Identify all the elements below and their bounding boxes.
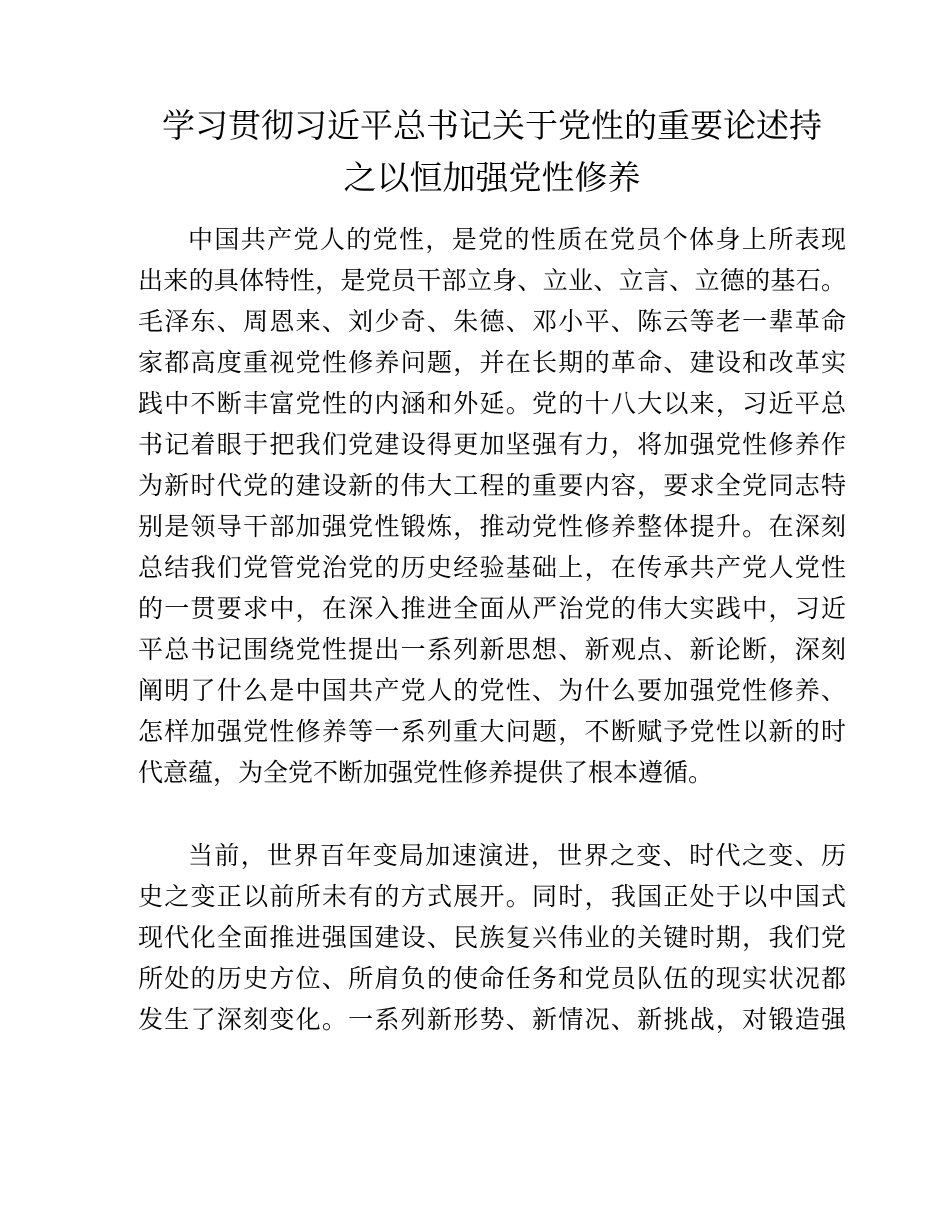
paragraph xyxy=(138,836,846,1041)
text-line: 怎样加强党性修养等一系列重大问题，不断赋予党性以新的时 xyxy=(138,718,846,746)
document-body xyxy=(138,220,846,1041)
text-line: 发生了深刻变化。一系列新形势、新情况、新挑战，对锻造强 xyxy=(138,1006,846,1034)
text-line: 现代化全面推进强国建设、民族复兴伟业的关键时期，我们党 xyxy=(138,924,846,952)
text-line: 的一贯要求中，在深入推进全面从严治党的伟大实践中，习近 xyxy=(138,595,846,623)
title-line: 之以恒加强党性修养 xyxy=(343,159,641,196)
text-line: 平总书记围绕党性提出一系列新思想、新观点、新论断，深刻 xyxy=(138,636,846,664)
text-line: 代意蕴，为全党不断加强党性修养提供了根本遵循。 xyxy=(138,759,714,787)
text-line: 史之变正以前所未有的方式展开。同时，我国正处于以中国式 xyxy=(138,883,846,911)
text-line: 总结我们党管党治党的历史经验基础上，在传承共产党人党性 xyxy=(138,554,846,582)
text-line: 家都高度重视党性修养问题，并在长期的革命、建设和改革实 xyxy=(138,349,846,377)
text-line: 出来的具体特性，是党员干部立身、立业、立言、立德的基石。 xyxy=(138,267,846,295)
text-line: 书记着眼于把我们党建设得更加坚强有力，将加强党性修养作 xyxy=(138,431,846,459)
text-line: 所处的历史方位、所肩负的使命任务和党员队伍的现实状况都 xyxy=(138,965,846,993)
text-line: 当前，世界百年变局加速演进，世界之变、时代之变、历 xyxy=(188,842,846,870)
title-line: 学习贯彻习近平总书记关于党性的重要论述持 xyxy=(162,107,822,144)
text-line: 别是领导干部加强党性锻炼，推动党性修养整体提升。在深刻 xyxy=(138,513,846,541)
text-line: 为新时代党的建设新的伟大工程的重要内容，要求全党同志特 xyxy=(138,472,846,500)
paragraph xyxy=(138,220,846,794)
document-title xyxy=(138,100,846,204)
text-line: 中国共产党人的党性，是党的性质在党员个体身上所表现 xyxy=(188,226,846,254)
text-line: 践中不断丰富党性的内涵和外延。党的十八大以来，习近平总 xyxy=(138,390,846,418)
text-line: 阐明了什么是中国共产党人的党性、为什么要加强党性修养、 xyxy=(138,677,846,705)
text-line: 毛泽东、周恩来、刘少奇、朱德、邓小平、陈云等老一辈革命 xyxy=(138,308,846,336)
